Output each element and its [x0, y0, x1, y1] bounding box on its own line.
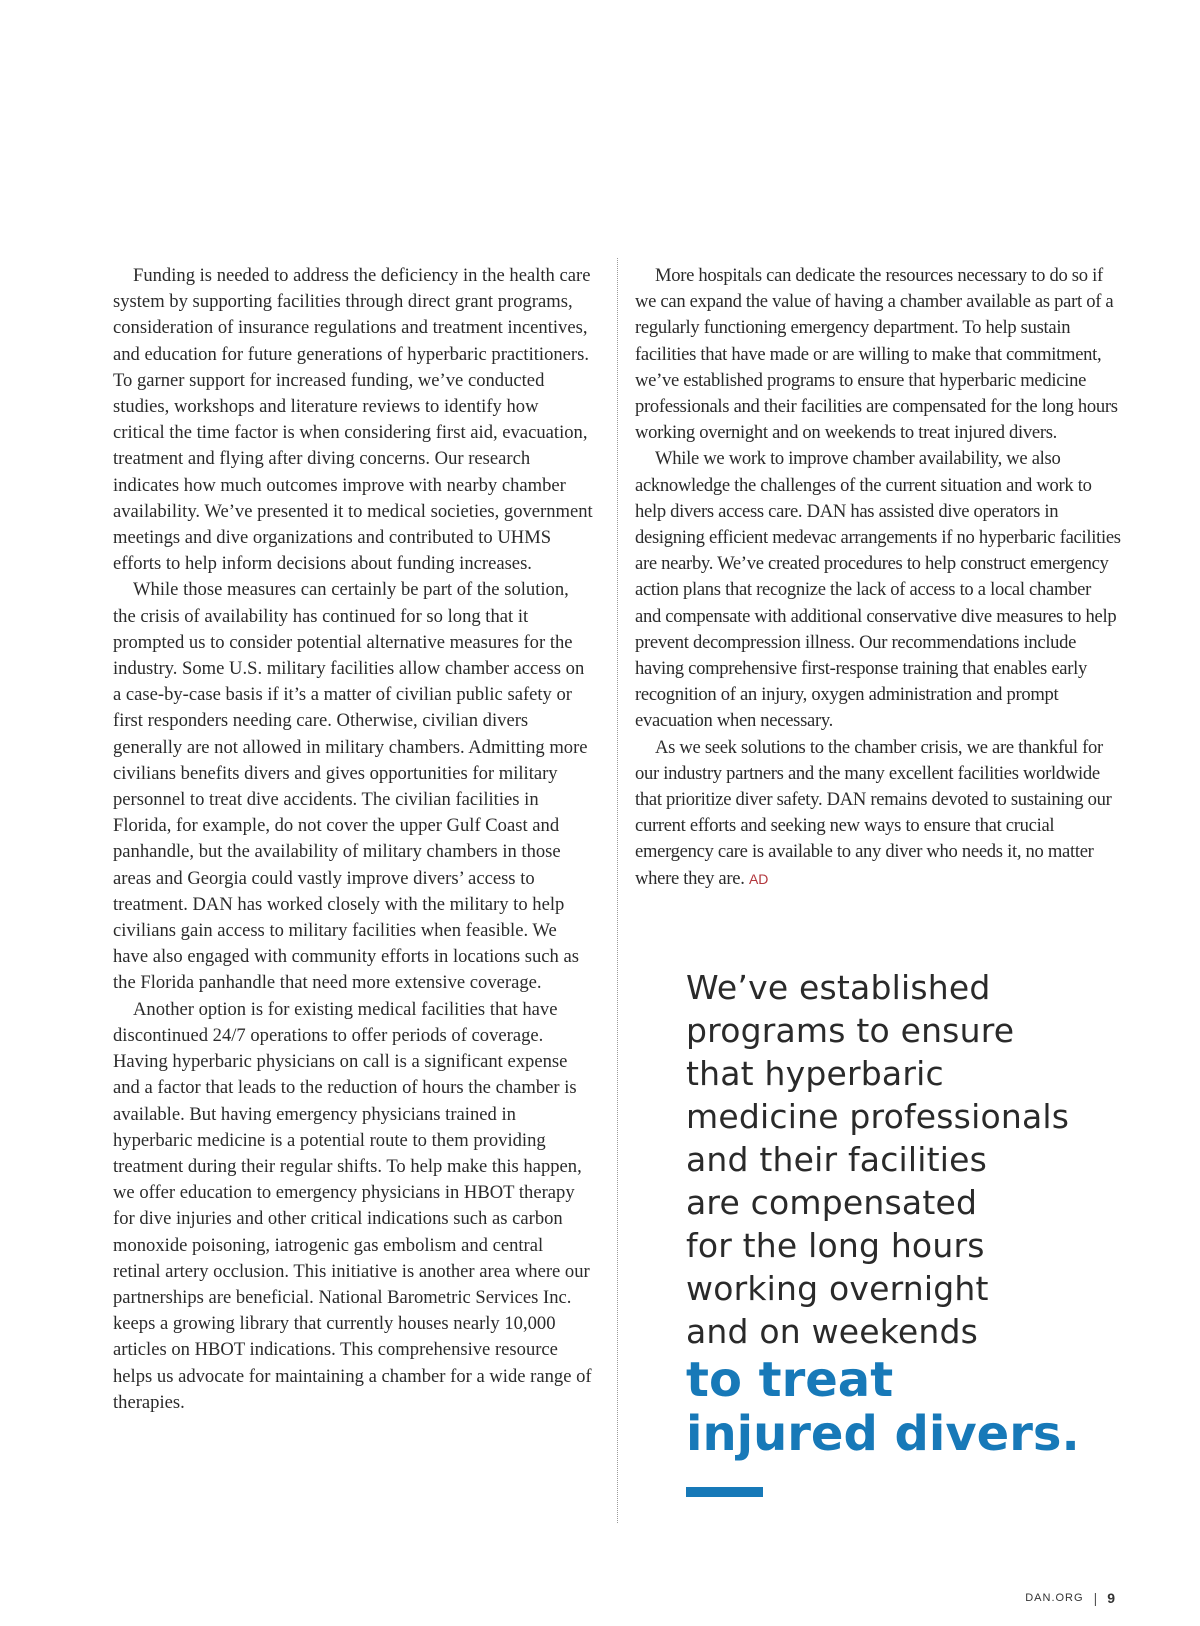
final-paragraph-text: As we seek solutions to the chamber crisis, we are thankful for our industry partners and the many excellent facilities worldwide that prioritize diver safety. DAN remains devoted to sustaining our current efforts and seeking new ways to ensure that crucial emergency care is available to any diver who needs it, no matter where they are.: [635, 736, 1112, 889]
pull-quote-emphasis-line: injured divers.: [686, 1406, 1080, 1462]
body-paragraph: Funding is needed to address the deficiency in the health care system by supporting facilities through direct grant programs, consideration of insurance regulations and treatment incentives, and education for future generations of hyperbaric practitioners. To garner support for increased funding, we’ve conducted studies, workshops and literature reviews to identify how critical the time factor is when considering first aid, evacuation, treatment and flying after diving concerns. Our research indicates how much outcomes improve with nearby chamber availability. We’ve presented it to medical societies, government meetings and dive organizations and contributed to UHMS efforts to help inform decisions about funding increases.: [113, 265, 593, 575]
pull-quote-emphasis-line: to treat: [686, 1352, 894, 1408]
pull-quote-line: working overnight: [686, 1269, 989, 1308]
right-article-column: [635, 263, 1121, 892]
pull-quote-line: and on weekends: [686, 1312, 979, 1351]
body-paragraph: While we work to improve chamber availability, we also acknowledge the challenges of the current situation and work to help divers access care. DAN has assisted dive operators in designing efficient medevac arrangements if no hyperbaric facilities are nearby. We’ve created procedures to help construct emergency action plans that recognize the lack of access to a local chamber and compensate with additional conservative dive measures to help prevent decompression illness. Our recommendations include having comprehensive first-response training that enables early recognition of an injury, oxygen administration and prompt evacuation when necessary.: [635, 448, 1121, 732]
page-footer: [1025, 1590, 1115, 1606]
page-number: 9: [1107, 1590, 1115, 1606]
column-divider: [617, 258, 618, 1523]
pull-quote-line: that hyperbaric: [686, 1054, 944, 1093]
body-paragraph: Another option is for existing medical facilities that have discontinued 24/7 operations to offer periods of coverage. Having hyperbaric physicians on call is a significant expense and a factor that leads to the reduction of hours the chamber is available. But having emergency physicians trained in hyperbaric medicine is a potential route to them providing treatment during their regular shifts. To help make this happen, we offer education to emergency physicians in HBOT therapy for dive injuries and other critical indications such as carbon monoxide poisoning, iatrogenic gas embolism and central retinal artery occlusion. This initiative is another area where our partnerships are beneficial. National Barometric Services Inc. keeps a growing library that currently houses nearly 10,000 articles on HBOT indications. This comprehensive resource helps us advocate for maintaining a chamber for a wide range of therapies.: [113, 998, 592, 1413]
pull-quote-emphasis: [686, 1353, 1136, 1461]
body-paragraph: While those measures can certainly be part of the solution, the crisis of availability has continued for so long that it prompted us to consider potential alternative measures for the industry. Some U.S. military facilities allow chamber access on a case-by-case basis if it’s a matter of civilian public safety or first responders needing care. Otherwise, civilian divers generally are not allowed in military chambers. Admitting more civilians benefits divers and gives opportunities for military personnel to treat dive accidents. The civilian facilities in Florida, for example, do not cover the upper Gulf Coast and panhandle, but the availability of military chambers in those areas and Georgia could vastly improve divers’ access to treatment. DAN has worked closely with the military to help civilians gain access to military facilities when feasible. We have also engaged with community efforts in locations such as the Florida panhandle that need more extensive coverage.: [113, 579, 588, 994]
footer-site-name: DAN.ORG: [1025, 1592, 1084, 1604]
body-paragraph-final: [635, 735, 1121, 892]
pull-quote-line: programs to ensure: [686, 1011, 1015, 1050]
pull-quote-line: medicine professionals: [686, 1097, 1070, 1136]
footer-separator: |: [1093, 1590, 1098, 1606]
pull-quote: [686, 966, 1136, 1497]
pull-quote-accent-bar: [686, 1487, 763, 1497]
pull-quote-line: are compensated: [686, 1183, 978, 1222]
pull-quote-line: for the long hours: [686, 1226, 985, 1265]
pull-quote-line: We’ve established: [686, 968, 991, 1007]
left-article-column: [113, 263, 593, 1416]
end-mark: AD: [748, 870, 769, 887]
pull-quote-line: and their facilities: [686, 1140, 988, 1179]
body-paragraph: More hospitals can dedicate the resources necessary to do so if we can expand the value of having a chamber available as part of a regularly functioning emergency department. To help sustain facilities that have made or are willing to make that commitment, we’ve established programs to ensure that hyperbaric medicine professionals and their facilities are compensated for the long hours working overnight and on weekends to treat injured divers.: [635, 265, 1118, 444]
pull-quote-body: [686, 966, 1136, 1353]
